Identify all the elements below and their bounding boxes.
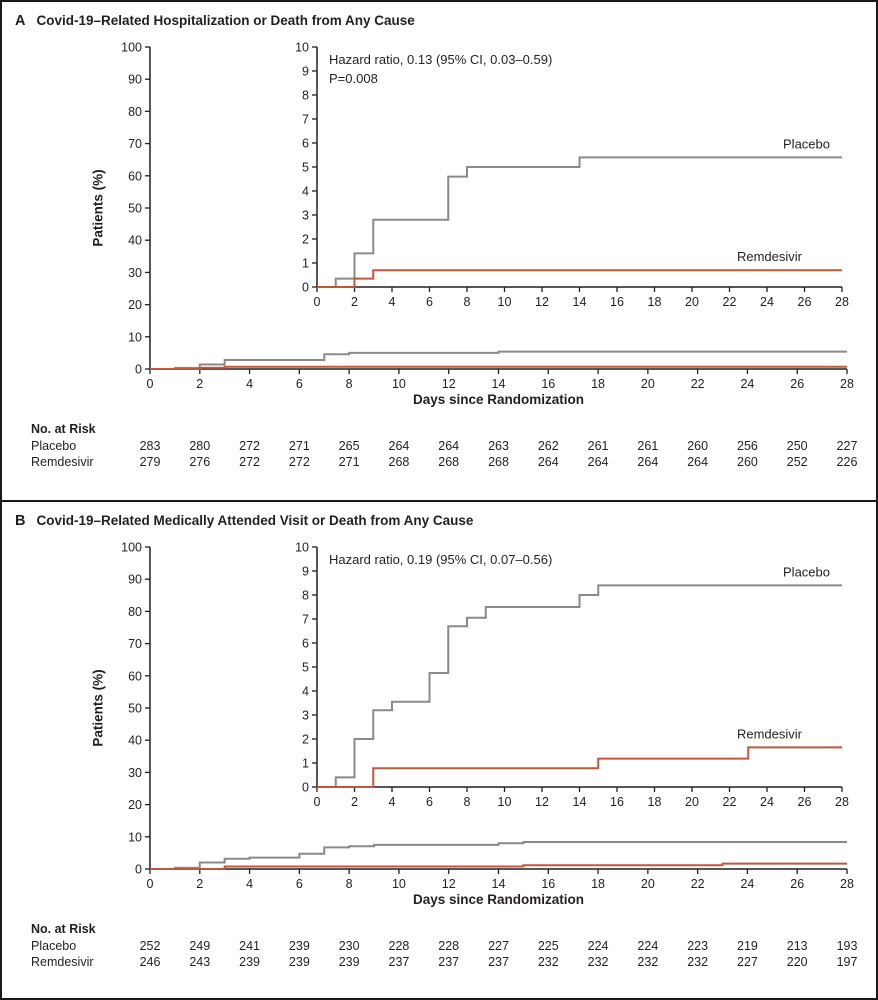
risk-value: 227 <box>836 439 858 453</box>
inset-x-tick-label: 18 <box>647 295 662 309</box>
panel-a-risk-table-header: No. at Risk <box>31 422 96 436</box>
inset-y-tick-label: 6 <box>302 636 309 651</box>
inset-y-tick-label: 0 <box>302 780 309 795</box>
main-remdesivir-curve <box>150 864 847 869</box>
risk-value: 272 <box>239 439 260 453</box>
risk-value: 264 <box>537 454 559 469</box>
risk-value: 239 <box>239 954 260 969</box>
risk-value: 237 <box>438 954 460 969</box>
panel-a-x-axis-label: Days since Randomization <box>412 392 585 407</box>
inset-y-tick-label: 1 <box>302 256 309 271</box>
main-x-tick-label: 4 <box>246 877 254 891</box>
inset-x-tick-label: 24 <box>760 795 774 809</box>
risk-row-placebo <box>2 439 876 454</box>
risk-value: 280 <box>189 439 211 453</box>
risk-value: 260 <box>736 454 758 469</box>
panel-b-hazard-annotation <box>329 550 552 569</box>
inset-y-tick-label: 6 <box>302 136 309 151</box>
panel-b-title-text: Covid-19–Related Medically Attended Visit or Death from Any Cause <box>36 513 474 528</box>
risk-value: 232 <box>637 954 659 969</box>
main-x-tick-label: 6 <box>295 877 303 891</box>
inset-x-tick-label: 20 <box>685 795 699 809</box>
main-y-tick-label: 0 <box>135 362 142 377</box>
placebo-series-label: Placebo <box>783 136 830 152</box>
risk-value: 268 <box>388 454 410 469</box>
risk-value: 239 <box>338 954 360 969</box>
inset-remdesivir-curve <box>317 747 842 787</box>
risk-value: 227 <box>736 954 758 969</box>
main-y-tick-label: 90 <box>128 72 142 87</box>
risk-value: 243 <box>189 954 211 969</box>
inset-x-tick-label: 26 <box>797 295 812 309</box>
main-x-tick-label: 20 <box>640 377 655 391</box>
risk-value: 264 <box>587 454 609 469</box>
panel-b-x-axis-label: Days since Randomization <box>412 892 585 907</box>
main-x-tick-label: 26 <box>790 377 805 391</box>
main-y-tick-label: 0 <box>135 862 142 877</box>
risk-value: 279 <box>139 454 161 469</box>
risk-value: 246 <box>139 954 161 969</box>
main-x-tick-label: 28 <box>840 377 854 391</box>
inset-x-tick-label: 0 <box>313 295 321 309</box>
risk-value: 219 <box>736 939 758 953</box>
main-x-tick-label: 10 <box>391 877 406 891</box>
risk-value: 271 <box>288 439 310 453</box>
risk-row-label: Remdesivir <box>31 954 94 969</box>
panel-b-y-axis-label: Patients (%) <box>90 669 106 747</box>
risk-row-remdesivir <box>2 455 876 470</box>
risk-value: 224 <box>637 939 659 953</box>
risk-value: 264 <box>388 439 410 453</box>
inset-y-tick-label: 3 <box>302 208 309 223</box>
risk-value: 268 <box>488 454 509 469</box>
panel-a-title <box>2 2 876 30</box>
panel-b-chart-area <box>2 532 876 918</box>
main-y-tick-label: 70 <box>128 137 142 152</box>
inset-x-tick-label: 2 <box>351 295 358 309</box>
remdesivir-series-label: Remdesivir <box>736 249 802 265</box>
panel-a-chart-area <box>2 32 876 418</box>
main-x-tick-label: 10 <box>391 377 406 391</box>
risk-value: 261 <box>637 439 659 453</box>
panel-b-letter: B <box>15 513 26 529</box>
risk-value: 197 <box>836 954 858 969</box>
panel-b-risk-table <box>2 922 876 986</box>
risk-row-label: Placebo <box>31 439 77 453</box>
inset-y-tick-label: 9 <box>302 64 309 79</box>
inset-y-tick-label: 9 <box>302 564 309 579</box>
inset-y-tick-label: 3 <box>302 708 309 723</box>
risk-value: 227 <box>488 939 509 953</box>
risk-row-label: Remdesivir <box>31 454 94 469</box>
main-x-tick-label: 6 <box>295 377 303 391</box>
risk-value: 232 <box>537 954 559 969</box>
main-y-tick-label: 100 <box>121 540 142 555</box>
panel-a-y-axis-label: Patients (%) <box>90 169 106 247</box>
inset-x-tick-label: 26 <box>797 795 812 809</box>
risk-value: 239 <box>288 954 310 969</box>
remdesivir-series-label: Remdesivir <box>736 726 802 742</box>
risk-value: 232 <box>687 954 709 969</box>
inset-x-tick-label: 8 <box>463 295 471 309</box>
main-x-tick-label: 16 <box>541 377 556 391</box>
risk-value: 252 <box>139 939 161 953</box>
main-y-tick-label: 40 <box>128 733 142 748</box>
risk-value: 225 <box>537 939 559 953</box>
panel-a-hazard-ratio-text: Hazard ratio, 0.13 (95% CI, 0.03–0.59) <box>329 52 553 67</box>
main-x-tick-label: 24 <box>740 877 755 891</box>
risk-value: 265 <box>338 439 360 453</box>
main-x-tick-label: 26 <box>790 877 805 891</box>
risk-value: 232 <box>587 954 609 969</box>
inset-y-tick-label: 2 <box>302 232 309 247</box>
main-y-tick-label: 20 <box>128 798 142 813</box>
inset-x-tick-label: 24 <box>760 295 774 309</box>
risk-value: 223 <box>687 939 709 953</box>
inset-x-tick-label: 6 <box>426 295 433 309</box>
main-x-tick-label: 12 <box>441 877 456 891</box>
inset-x-tick-label: 10 <box>497 295 512 309</box>
main-y-tick-label: 10 <box>128 330 142 345</box>
inset-y-tick-label: 5 <box>302 660 309 675</box>
risk-value: 241 <box>239 939 260 953</box>
main-y-tick-label: 10 <box>128 830 142 845</box>
inset-y-tick-label: 7 <box>302 112 309 127</box>
risk-value: 268 <box>438 454 460 469</box>
inset-x-tick-label: 18 <box>647 795 662 809</box>
main-x-tick-label: 28 <box>840 877 854 891</box>
panel-a-title-text: Covid-19–Related Hospitalization or Death from Any Cause <box>36 13 415 28</box>
risk-value: 261 <box>587 439 609 453</box>
inset-x-tick-label: 16 <box>610 295 624 309</box>
main-y-tick-label: 80 <box>128 604 142 619</box>
inset-y-tick-label: 4 <box>302 184 309 199</box>
main-x-tick-label: 14 <box>491 877 506 891</box>
main-x-tick-label: 2 <box>196 877 204 891</box>
main-y-tick-label: 50 <box>128 701 142 716</box>
inset-y-tick-label: 1 <box>302 756 309 771</box>
main-y-tick-label: 30 <box>128 765 142 780</box>
panel-a-letter: A <box>15 13 26 29</box>
inset-y-tick-label: 5 <box>302 160 309 175</box>
risk-row-placebo <box>2 939 876 954</box>
risk-value: 250 <box>786 439 808 453</box>
risk-value: 263 <box>488 439 509 453</box>
risk-row-label: Placebo <box>31 939 77 953</box>
inset-x-tick-label: 8 <box>463 795 471 809</box>
risk-value: 264 <box>687 454 709 469</box>
inset-x-tick-label: 16 <box>610 795 624 809</box>
panel-a <box>2 2 876 500</box>
risk-value: 230 <box>338 939 360 953</box>
inset-x-tick-label: 12 <box>535 795 549 809</box>
risk-value: 264 <box>637 454 659 469</box>
risk-value: 193 <box>836 939 858 953</box>
panel-b-chart-svg <box>2 532 878 918</box>
inset-placebo-curve <box>317 157 842 287</box>
panel-b <box>2 500 876 998</box>
risk-value: 276 <box>189 454 211 469</box>
main-x-tick-label: 22 <box>690 877 705 891</box>
inset-x-tick-label: 2 <box>351 795 358 809</box>
inset-y-tick-label: 10 <box>295 40 309 55</box>
inset-x-tick-label: 28 <box>835 795 849 809</box>
main-y-tick-label: 60 <box>128 169 142 184</box>
inset-x-tick-label: 22 <box>722 295 737 309</box>
inset-placebo-curve <box>317 585 842 787</box>
inset-x-tick-label: 12 <box>535 295 549 309</box>
inset-x-tick-label: 0 <box>313 795 321 809</box>
panel-a-p-value-text: P=0.008 <box>329 71 378 86</box>
risk-value: 226 <box>836 454 858 469</box>
risk-value: 256 <box>736 439 758 453</box>
panel-b-risk-table-header: No. at Risk <box>31 922 96 936</box>
risk-value: 264 <box>438 439 460 453</box>
panel-b-hazard-ratio-text: Hazard ratio, 0.19 (95% CI, 0.07–0.56) <box>329 552 553 567</box>
inset-y-tick-label: 8 <box>302 88 309 103</box>
inset-y-tick-label: 8 <box>302 588 309 603</box>
placebo-series-label: Placebo <box>783 564 830 580</box>
risk-value: 228 <box>438 939 460 953</box>
main-x-tick-label: 18 <box>591 877 606 891</box>
risk-value: 224 <box>587 939 609 953</box>
main-x-tick-label: 0 <box>146 877 154 891</box>
main-y-tick-label: 30 <box>128 265 142 280</box>
main-x-tick-label: 22 <box>690 377 705 391</box>
main-y-tick-label: 50 <box>128 201 142 216</box>
panel-a-chart-svg <box>2 32 878 418</box>
risk-value: 252 <box>786 454 808 469</box>
main-x-tick-label: 16 <box>541 877 556 891</box>
risk-value: 239 <box>288 939 310 953</box>
inset-x-tick-label: 28 <box>835 295 849 309</box>
panel-a-risk-table <box>2 422 876 486</box>
risk-value: 271 <box>338 454 360 469</box>
main-y-tick-label: 90 <box>128 572 142 587</box>
risk-value: 272 <box>239 454 260 469</box>
risk-value: 249 <box>189 939 211 953</box>
risk-value: 272 <box>288 454 310 469</box>
main-x-tick-label: 8 <box>345 377 353 391</box>
risk-value: 213 <box>786 939 808 953</box>
risk-value: 237 <box>388 954 410 969</box>
inset-x-tick-label: 14 <box>572 795 587 809</box>
inset-y-tick-label: 0 <box>302 280 309 295</box>
risk-value: 228 <box>388 939 410 953</box>
main-y-tick-label: 70 <box>128 637 142 652</box>
inset-y-tick-label: 2 <box>302 732 309 747</box>
panel-a-hazard-annotation <box>329 50 552 88</box>
risk-value: 220 <box>786 954 808 969</box>
inset-x-tick-label: 22 <box>722 795 737 809</box>
inset-x-tick-label: 4 <box>388 295 396 309</box>
inset-y-tick-label: 7 <box>302 612 309 627</box>
main-x-tick-label: 18 <box>591 377 606 391</box>
inset-x-tick-label: 4 <box>388 795 396 809</box>
risk-value: 262 <box>537 439 559 453</box>
risk-value: 260 <box>687 439 709 453</box>
main-y-tick-label: 20 <box>128 298 142 313</box>
inset-x-tick-label: 10 <box>497 795 512 809</box>
main-x-tick-label: 2 <box>196 377 204 391</box>
inset-remdesivir-curve <box>317 270 842 287</box>
inset-x-tick-label: 14 <box>572 295 587 309</box>
main-x-tick-label: 20 <box>640 877 655 891</box>
inset-y-tick-label: 4 <box>302 684 309 699</box>
risk-row-remdesivir <box>2 955 876 970</box>
main-x-tick-label: 8 <box>345 877 353 891</box>
main-x-tick-label: 12 <box>441 377 456 391</box>
main-x-tick-label: 24 <box>740 377 755 391</box>
risk-value: 283 <box>139 439 161 453</box>
main-placebo-curve <box>150 842 847 869</box>
panel-b-title <box>2 502 876 530</box>
main-y-tick-label: 60 <box>128 669 142 684</box>
main-x-tick-label: 0 <box>146 377 154 391</box>
main-y-tick-label: 100 <box>121 40 142 55</box>
main-y-tick-label: 40 <box>128 233 142 248</box>
main-x-tick-label: 14 <box>491 377 506 391</box>
main-x-tick-label: 4 <box>246 377 254 391</box>
risk-value: 237 <box>488 954 509 969</box>
main-y-tick-label: 80 <box>128 104 142 119</box>
inset-x-tick-label: 6 <box>426 795 433 809</box>
inset-y-tick-label: 10 <box>295 540 309 555</box>
inset-x-tick-label: 20 <box>685 295 699 309</box>
